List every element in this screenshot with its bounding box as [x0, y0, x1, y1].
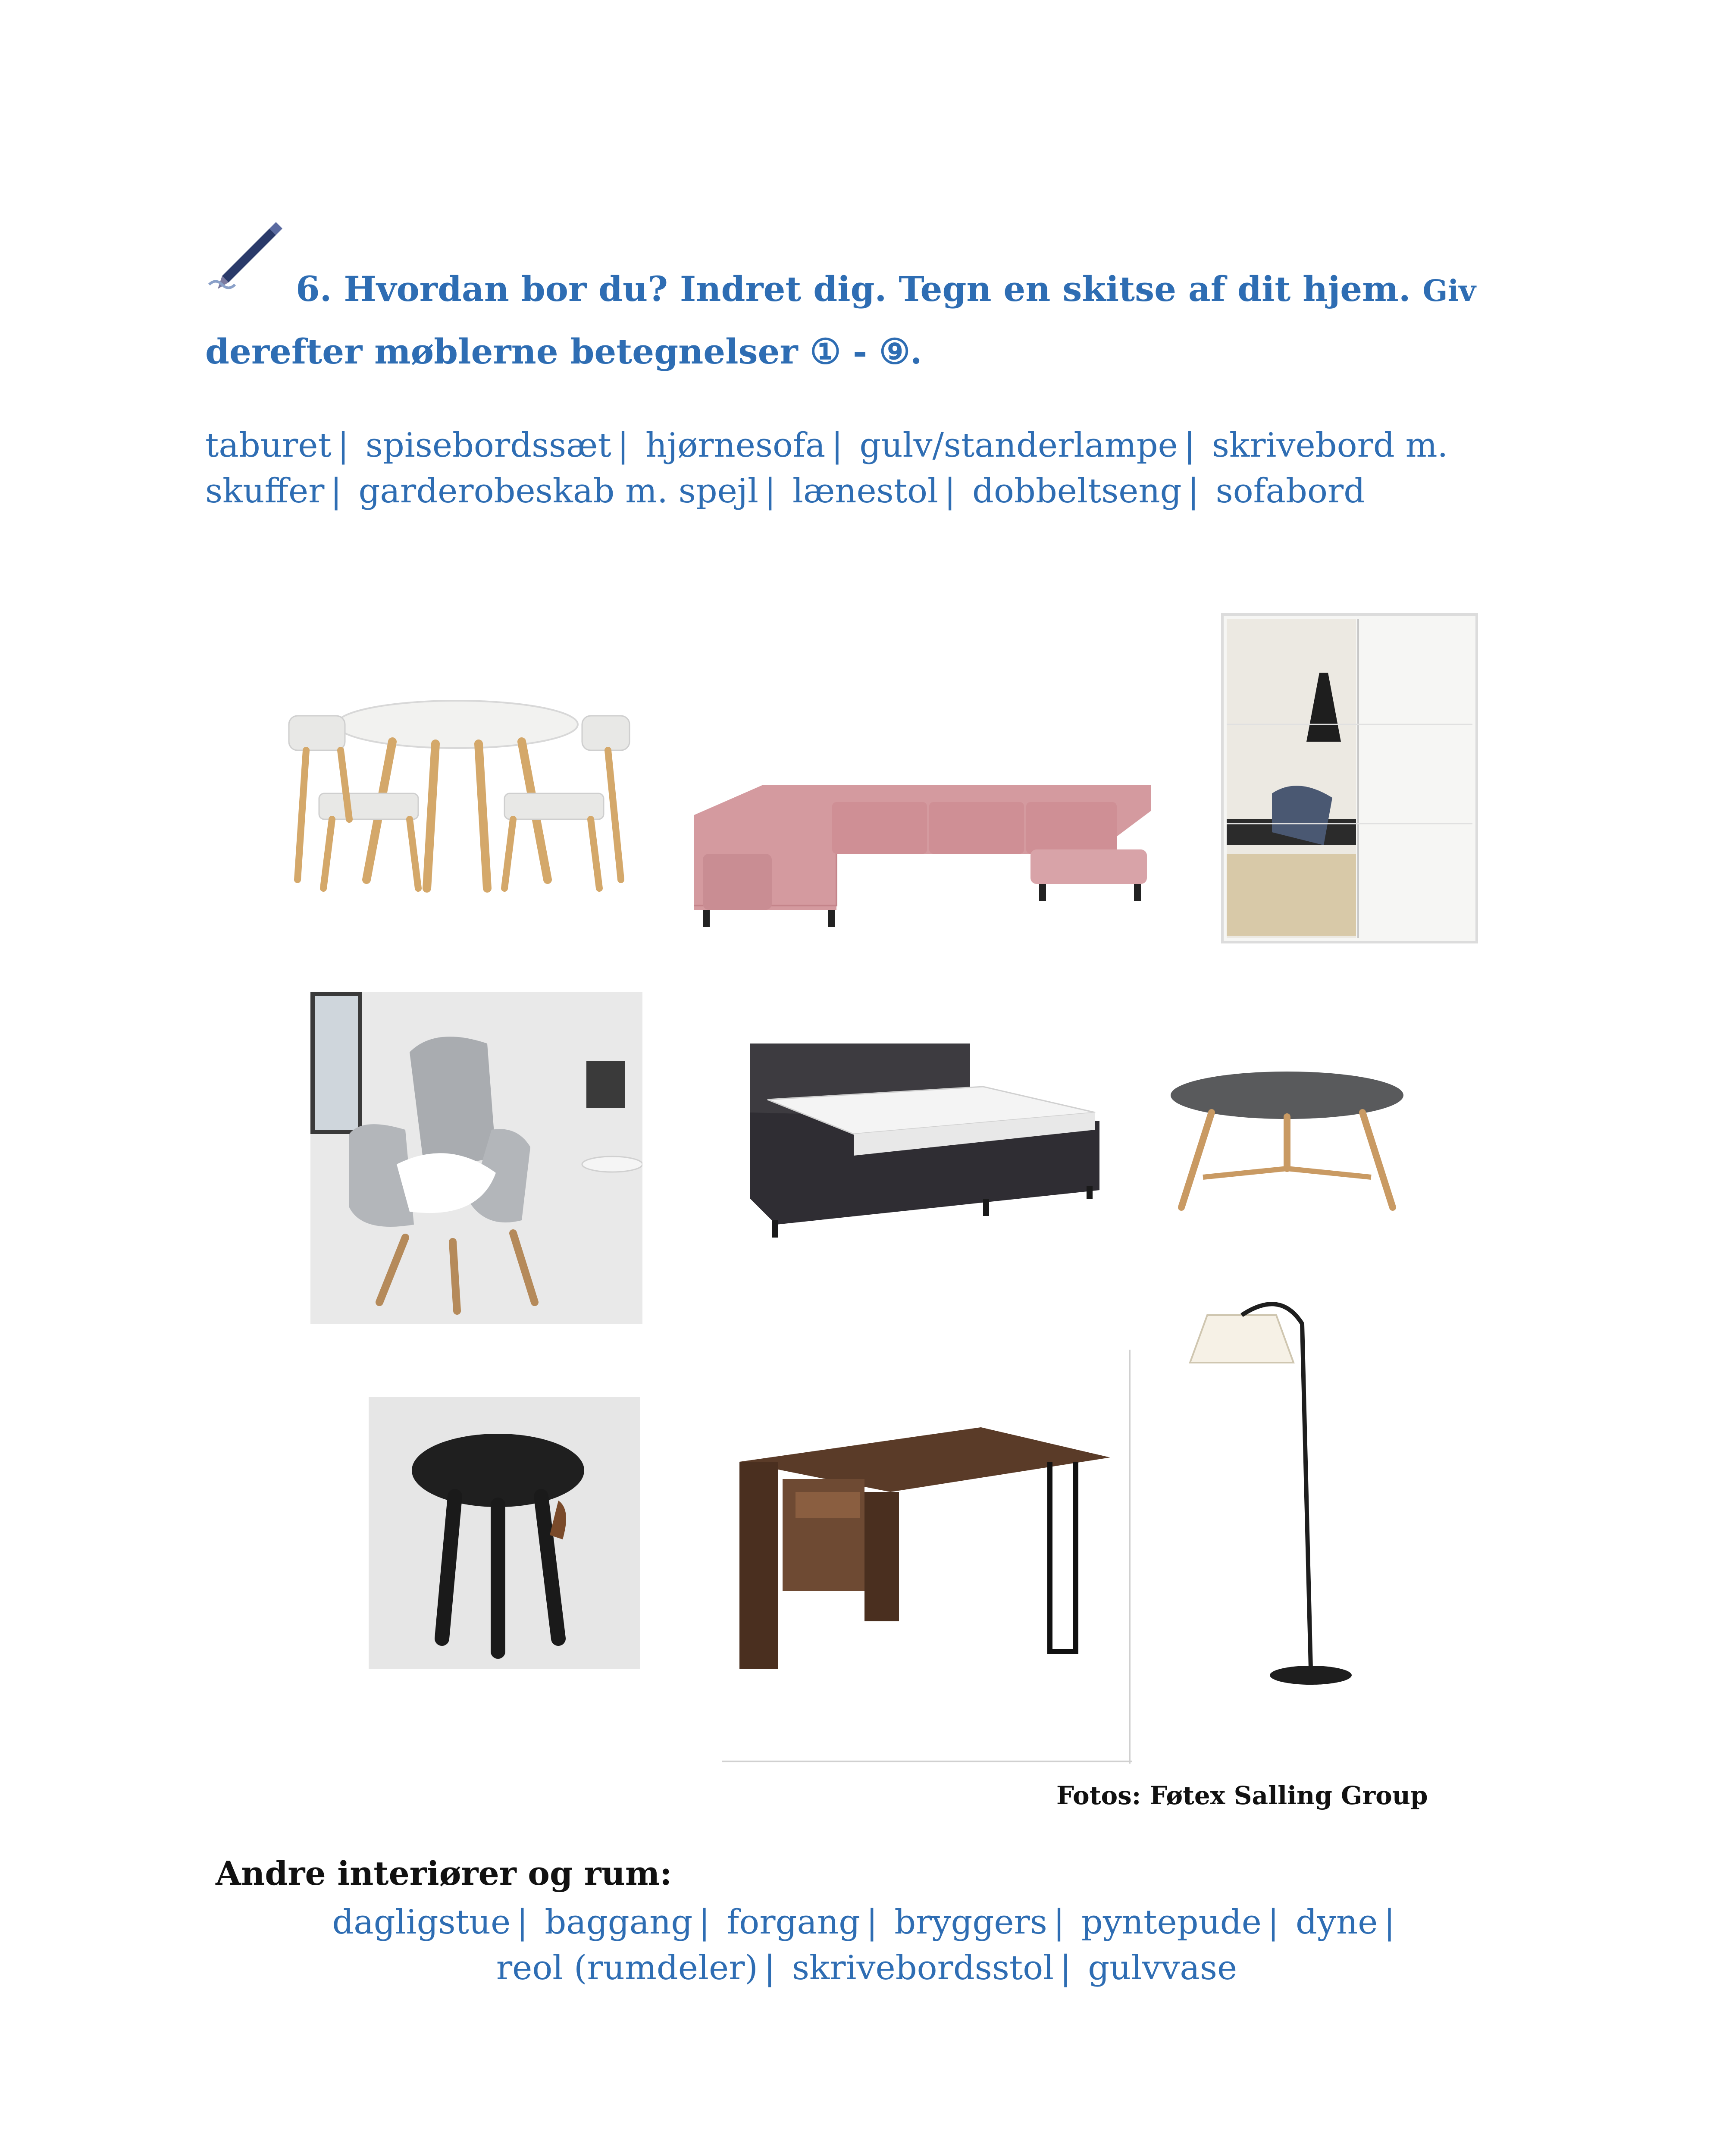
desk-photo: [722, 1350, 1132, 1764]
word-item: sofabord: [1215, 472, 1366, 511]
word-item: bryggers: [894, 1903, 1047, 1942]
double-bed-photo: [742, 1035, 1108, 1246]
heading-part1: 6. Hvordan bor du? Indret dig. Tegn en skitse af dit hjem.: [296, 269, 1411, 309]
word-item: spisebordssæt: [365, 426, 611, 465]
other-interiors-title: Andre interiører og rum:: [216, 1854, 672, 1893]
word-item: garderobeskab m. spejl: [358, 472, 758, 511]
heading-giv: Giv: [1422, 274, 1476, 308]
word-item: dyne: [1295, 1903, 1378, 1942]
word-item: gulv/standerlampe: [859, 426, 1178, 465]
word-item: dagligstue: [332, 1903, 511, 1942]
exercise-heading: [205, 259, 1533, 382]
word-item: skrivebord m. skuffer: [205, 426, 1448, 511]
stool-photo: [369, 1397, 640, 1669]
corner-sofa-photo: [686, 768, 1160, 940]
dining-set-photo: [280, 690, 634, 897]
word-item: dobbeltseng: [972, 472, 1182, 511]
wardrobe-photo: [1220, 612, 1479, 944]
furniture-word-list: taburet | spisebordssæt | hjørnesofa | gulv/standerlampe | skrivebord m. skuffer | garderobeskab m. spejl | lænestol | dobbeltseng | sofabord: [205, 426, 1448, 511]
word-item: hjørnesofa: [645, 426, 826, 465]
other-interiors-word-list: dagligstue | baggang | forgang | bryggers | pyntepude | dyne | reol (rumdeler) | skrivebordsstol | gulvvase: [332, 1903, 1395, 1987]
word-item: skrivebordsstol: [792, 1949, 1054, 1987]
armchair-photo: [310, 992, 642, 1324]
coffee-table-photo: [1164, 1069, 1410, 1216]
word-item: forgang: [727, 1903, 861, 1942]
word-item: baggang: [545, 1903, 693, 1942]
floor-lamp-photo: [1181, 1289, 1367, 1690]
word-item: pyntepude: [1081, 1903, 1262, 1942]
word-item: gulvvase: [1088, 1949, 1237, 1987]
word-item: lænestol: [792, 472, 938, 511]
photo-credit: Fotos: Føtex Salling Group: [1056, 1781, 1428, 1810]
word-item: reol (rumdeler): [496, 1949, 758, 1987]
heading-part2: derefter møblerne betegnelser ① - ⑨.: [205, 331, 922, 372]
word-item: taburet: [205, 426, 332, 465]
